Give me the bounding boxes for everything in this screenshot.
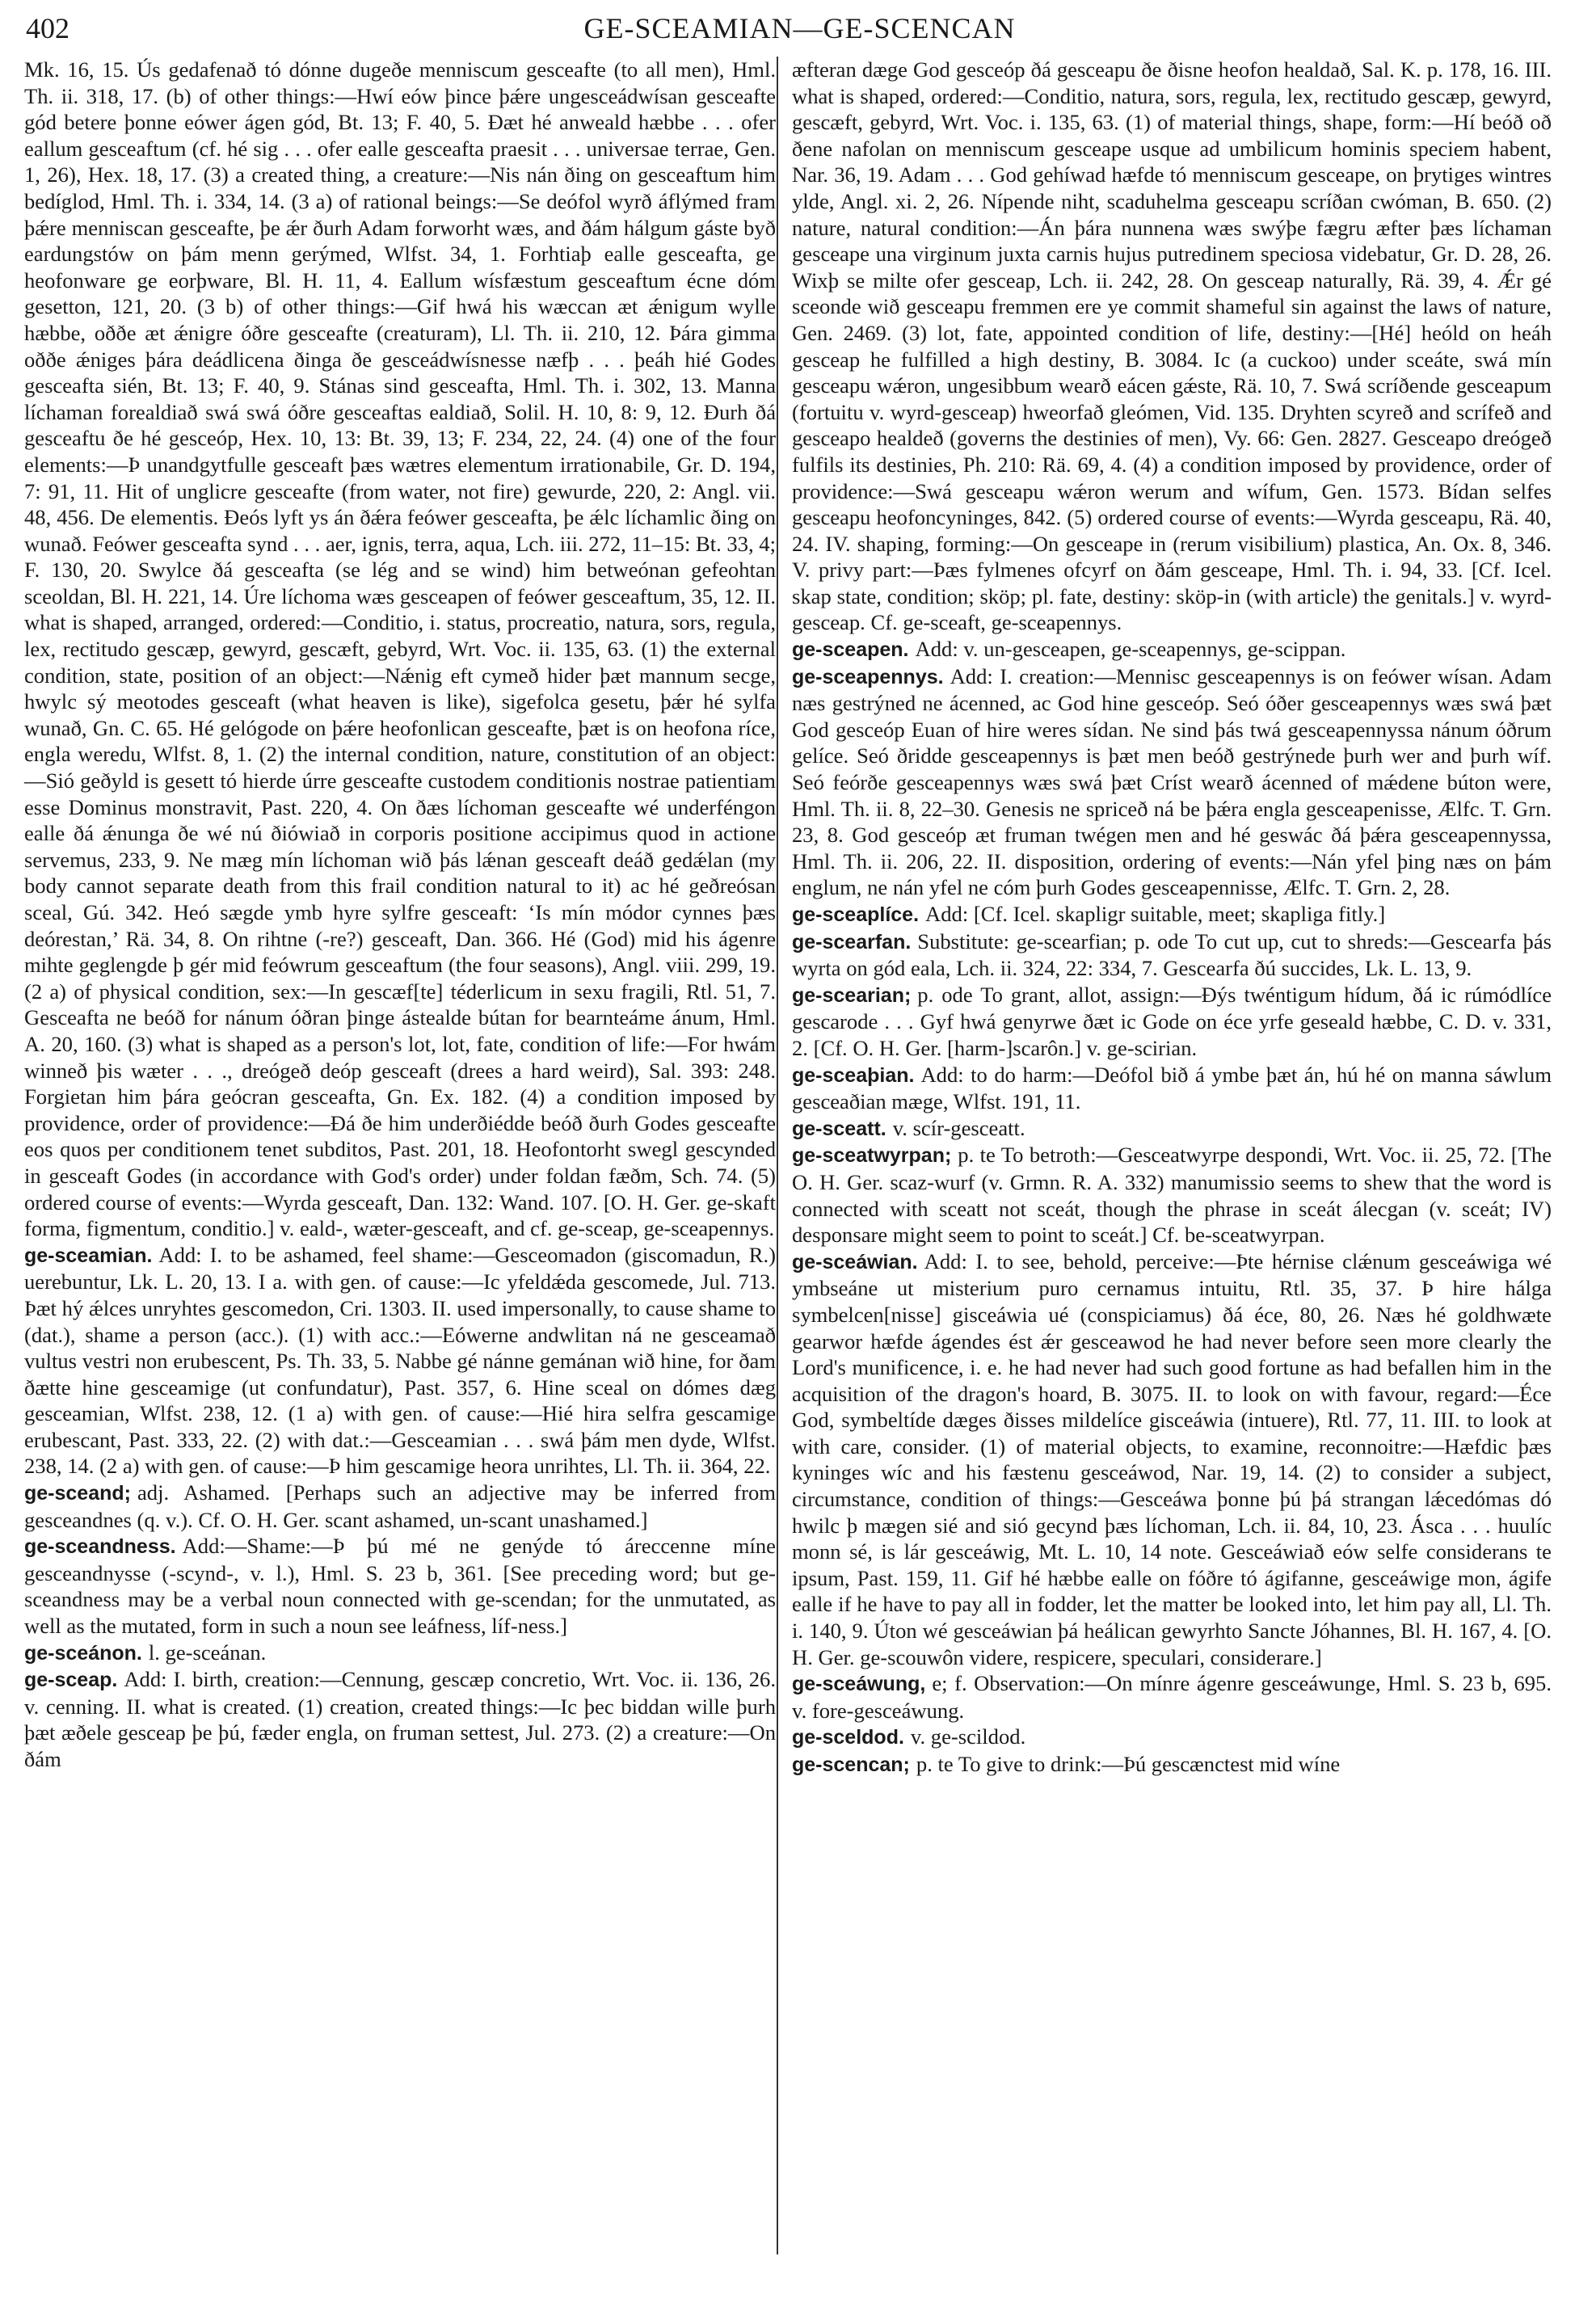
dictionary-entry: [792, 982, 1552, 1062]
column-divider: [777, 57, 778, 2254]
headword: ge-sceaþian.: [792, 1063, 915, 1087]
entry-body: Add: I. to be ashamed, feel shame:—Gesceomadon (giscomadun, R.) uerebuntur, Lk. L. 20, 13. I a. with gen. of cause:—Ic yfeldǽda gescomede, Jul. 713. Þæt hý ǽlces unryhtes gescomedon, Cri. 1303. II. used impersonally, to cause shame to (dat.), shame a person (acc.). (1) with acc.:—Eówerne andwlitan ná ne gesceamað vultus vestri non erubescent, Ps. Th. 33, 5. Nabbe gé nánne gemánan wið hine, for ðam ðætte hine gesceamige (ut confundatur), Past. 357, 6. Hine sceal on dómes dæg gesceamian, Wlfst. 238, 12. (1 a) with gen. of cause:—Hié hira selfra gescamige erubescant, Past. 333, 22. (2) with dat.:—Gesceamian . . . swá þám men dyde, Wlfst. 238, 14. (2 a) with gen. of cause:—Þ him gescamige heora unrihtes, Ll. Th. ii. 364, 22.: [24, 1242, 776, 1479]
headword: ge-sceapen.: [792, 638, 909, 662]
entry-body: p. te To betroth:—Gesceatwyrpe despondi, Wrt. Voc. ii. 25, 72. [The O. H. Ger. scaz-wurf (v. Grmn. R. A. 332) manumissio seems to shew that the word is connected with sceatt not sceát, though the phrase in sceát álecgan (v. sceát; IV) desponsare might seem to point to sceát.] Cf. be-sceatwyrpan.: [792, 1143, 1552, 1248]
page-header: [26, 11, 1573, 48]
headword: ge-sceatwyrpan;: [792, 1144, 952, 1168]
dictionary-entry: [792, 1115, 1552, 1143]
entry-body: Add: I. creation:—Mennisc gesceapennys is on feówer wísan. Adam næs gestrýned ne ácenned, ac God hine gesceóp. Seó óðer gesceapennys wæs swá þæt God gesceóp Euan of hire weres sídan. Ne sind þás twá gesceapennyssa nánum óðrum gelíce. Seó ðridde gesceapennys is þæt men beóð gestrýnede þurh wer and þurh wíf. Seó feórðe gesceapennys wæs swá þæt Críst wearð ácenned of mǽdene búton were, Hml. Th. ii. 8, 22–30. Genesis ne spriceð ná be þǽra engla gesceapenisse, Ælfc. T. Grn. 23, 8. God gesceóp æt fruman twégen men and hé geswác ðá þǽra gesceapennyssa, Hml. Th. ii. 206, 22. II. disposition, ordering of events:—Nán yfel þing næs on þám englum, ne nán yfel ne cóm þurh Godes gesceapennisse, Ælfc. T. Grn. 2, 28.: [792, 663, 1552, 900]
dictionary-entry: [24, 1640, 776, 1667]
entry-body: Add: I. birth, creation:—Cennung, gescæp concretio, Wrt. Voc. ii. 136, 26. v. cenning. II. what is created. (1) creation, created things:—Ic þec biddan wille þurh þæt æðele gesceap þe þú, fæder engla, on fruman settest, Jul. 273. (2) a creature:—On ðám: [24, 1667, 776, 1771]
headword: ge-scearfan.: [792, 930, 912, 953]
dictionary-entry: [792, 1751, 1552, 1779]
dictionary-entry: [24, 1480, 776, 1533]
entry-body: l. ge-sceánan.: [148, 1640, 267, 1665]
headword: ge-sceldod.: [792, 1726, 904, 1749]
entry-body: Add: v. un-gesceapen, ge-sceapennys, ge-scippan.: [915, 637, 1346, 662]
page-number: 402: [26, 12, 69, 44]
headword: ge-sceap.: [24, 1669, 118, 1692]
headword: ge-sceaplíce.: [792, 903, 920, 926]
dictionary-entry: [792, 1142, 1552, 1248]
entry-body: v. scír-gesceatt.: [892, 1115, 1025, 1140]
entry-body: p. ode To grant, allot, assign:—Ðýs twéntigum hídum, ðá ic rúmódlíce gescarode . . . Gyf hwá genyrwe ðæt ic Gode on éce yrfe geseald hæbbe, C. D. v. 331, 2. [Cf. O. H. Ger. [harm-]scarôn.] v. ge-scirian.: [792, 982, 1552, 1060]
right-column: [792, 57, 1552, 1779]
left-entries: [24, 1242, 776, 1773]
right-entries: [792, 636, 1552, 1779]
entry-body: Substitute: ge-scearfian; p. ode To cut up, cut to shreds:—Gescearfa þás wyrta on gód eala, Lch. ii. 324, 22: 334, 7. Gescearfa ðú succides, Lk. L. 13, 9.: [792, 928, 1552, 981]
entry-body: e; f. Observation:—On mínre ágenre gesceáwunge, Hml. S. 23 b, 695. v. fore-gesceáwung.: [792, 1671, 1552, 1723]
dictionary-entry: [792, 636, 1552, 663]
dictionary-entry: [24, 1242, 776, 1480]
dictionary-entry: [792, 663, 1552, 901]
dictionary-entry: [24, 1666, 776, 1772]
headword: ge-sceatt.: [792, 1117, 886, 1140]
headword: ge-sceand;: [24, 1482, 131, 1505]
dictionary-entry: [792, 1248, 1552, 1671]
dictionary-entry: [792, 928, 1552, 982]
dictionary-entry: [792, 1724, 1552, 1751]
entry-body: Add: to do harm:—Deófol bið á ymbe þæt án, hú hé on manna sáwlum gesceaðian mæge, Wlfst. 191, 11.: [792, 1062, 1552, 1114]
dictionary-entry: [792, 901, 1552, 928]
headword: ge-scearian;: [792, 983, 912, 1007]
entry-body: v. ge-scildod.: [910, 1724, 1026, 1749]
headword: ge-sceánon.: [24, 1641, 142, 1665]
left-column: [24, 57, 776, 1773]
headword: ge-sceamian.: [24, 1244, 153, 1267]
running-title: GE-SCEAMIAN—GE-SCENCAN: [583, 12, 1016, 44]
continued-entry-text: æfteran dæge God gesceóp ðá gesceapu ðe ðisne heofon healdað, Sal. K. p. 178, 16. III. what is shaped, ordered:—Conditio, natura, sors, regula, lex, rectitudo gescæp, gewyrd, gescæft, gebyrd, Wrt. Voc. i. 135, 63. (1) of material things, shape, form:—Hí beóð oð ðene nafolan on menniscum gesceape usque ad umbilicum hominis speciem habent, Nar. 36, 19. Adam . . . God gehíwad hæfde tó menniscum gesceape, on þrytiges wintres ylde, Angl. xi. 2, 26. Nípende niht, scaduhelma gesceapu scríðan cwóman, B. 650. (2) nature, natural condition:—Án þára nunnena wæs swýþe fægru æfter þæs líchaman gesceape una virginum juxta carnis hujus putredinem speciosa videbatur, Gr. D. 28, 26. Wixþ se milte ofer gesceap, Lch. ii. 242, 28. On gesceap naturally, Rä. 39, 4. Ǽr gé sceonde wið gesceapu fremmen ere ye commit shameful sin against the laws of nature, Gen. 2469. (3) lot, fate, appointed condition of life, destiny:—[Hé] heóld on heáh gesceap he fulfilled a high destiny, B. 3084. Ic (a cuckoo) under sceáte, swá mín gesceapu wǽron, ungesibbum wearð eácen gǽste, Rä. 10, 7. Swá scríðende gesceapum (fortuitu v. wyrd-gesceap) hweorfað gleómen, Vid. 135. Dryhten scyreð and scrífeð and gesceapo healdeð (governs the destinies of men), Vy. 66: Gen. 2827. Gesceapo dreógeð fulfils its destinies, Ph. 210: Rä. 69, 4. (4) a condition imposed by providence, order of providence:—Swá gesceapu wǽron werum and wífum, Gen. 1573. Bídan selfes gesceapu heofoncyninges, 842. (5) ordered course of events:—Wyrda gesceapu, Rä. 40, 24. IV. shaping, forming:—On gesceape in (rerum visibilium) plastica, An. Ox. 8, 346. V. privy part:—Þæs fylmenes ofcyrf on ðám gesceape, Hml. Th. i. 94, 33. [Cf. Icel. skap state, condition; sköp; pl. fate, destiny: sköp-in (with article) the genitals.] v. wyrd-gesceap. Cf. ge-sceaft, ge-sceapennys.: [792, 57, 1552, 635]
dictionary-entry: [792, 1062, 1552, 1115]
dictionary-entry: [24, 1533, 776, 1639]
entry-body: Add: I. to see, behold, perceive:—Þte hérnise clǽnum gesceáwiga wé ymbseáne ut misterium puro cernamus intuitu, Rtl. 35, 37. Þ hire hálga symbelcen[nisse] gisceáwia ué (conspiciamus) ðá éce, 80, 26. Næs hé goldhwæte gearwor hæfde ágendes ést ǽr gesceawod he had never before seen more clearly the Lord's munificence, i. e. he had never had such good fortune as had befallen him in the acquisition of the dragon's hoard, B. 3075. II. to look on with favour, regard:—Éce God, symbeltíde dæges ðisses mildelíce gisceáwia (intuere), Rtl. 77, 11. III. to look at with care, consider. (1) of material objects, to examine, reconnoitre:—Hæfdic þæs kyninges wíc and his fæstenu gesceáwod, Nar. 19, 14. (2) to consider a subject, circumstance, condition of things:—Gesceáwa þonne þú þá strangan lǽcedómas dó hwilc þ mægen sié and sió gecynd þæs líchoman, Lch. ii. 84, 10, 23. Ásca . . . huulíc monn sé, is lár gesceáwig, Mt. L. 10, 14 note. Gesceáwiað eów selfe considerans te ipsum, Past. 159, 11. Gif hé hæbbe ealle on fóðre tó ágifanne, gesceáwige mon, ágife ealle if he have to pay all in fodder, let the matter be looked into, let him pay all, Ll. Th. i. 140, 9. Úton wé gesceáwian þá heálican gewyrhto Sancte Jóhannes, Bl. H. 167, 4. [O. H. Ger. ge-scouwôn videre, respicere, speculari, considerare.]: [792, 1248, 1552, 1669]
entry-body: p. te To give to drink:—Þú gescænctest mid wíne: [916, 1752, 1341, 1776]
dictionary-entry: [792, 1670, 1552, 1724]
headword: ge-sceapennys.: [792, 665, 944, 688]
headword: ge-sceandness.: [24, 1535, 176, 1559]
entry-body: Add:—Shame:—Þ þú mé ne genýde tó áreccenne míne gesceandnysse (-scynd-, v. l.), Hml. S. 23 b, 361. [See preceding word; but ge-sceandness may be a verbal noun connected with ge-scendan; for the unmutated, as well as the mutated, form in such a noun see leáfness, líf-ness.]: [24, 1534, 776, 1639]
entry-body: adj. Ashamed. [Perhaps such an adjective may be inferred from gesceandnes (q. v.). Cf. O. H. Ger. scant ashamed, un-scant unashamed.]: [24, 1480, 776, 1532]
entry-body: Add: [Cf. Icel. skapligr suitable, meet; skapliga fitly.]: [925, 902, 1386, 926]
headword: ge-scencan;: [792, 1753, 910, 1776]
continued-entry-text: Mk. 16, 15. Ús gedafenað tó dónne dugeðe menniscum gesceafte (to all men), Hml. Th. ii. 318, 17. (b) of other things:—Hwí eów þince þǽre ungesceádwísan gesceafte gód betere þonne eówer ágen gód, Bt. 13; F. 40, 5. Ðæt hé anweald hæbbe . . . ofer eallum gesceaftum (cf. hé sig . . . ofer ealle gesceafta praesit . . . universae terrae, Gen. 1, 26), Hex. 18, 17. (3) a created thing, a creature:—Nis nán ðing on gesceaftum him bedíglod, Hml. Th. i. 334, 14. (3 a) of rational beings:—Se deófol wyrð áflýmed fram þǽre menniscan gesceafte, þe ǽr ðurh Adam forworht wæs, and ðám hálgum gáste byð eardungstów on þám menn gerýmed, Wlfst. 34, 1. Forhtiaþ ealle gesceafta, ge heofonware ge eorþware, Bl. H. 11, 4. Eallum wísfæstum gesceaftum écne dóm gesetton, 121, 20. (3 b) of other things:—Gif hwá his wæccan æt ǽnigum wylle hæbbe, oððe æt ǽnigre óðre gesceafte (creaturam), Ll. Th. ii. 210, 12. Þára gimma oððe ǽniges þára deádlicena ðinga ðe gesceádwísnesse næfþ . . . þeáh hié Godes gesceafta sién, Bt. 13; F. 40, 9. Stánas sind gesceafta, Hml. Th. i. 302, 13. Manna líchaman forealdiað swá swá óðre gesceaftas ealdiað, Solil. H. 10, 8: 9, 12. Ðurh ðá gesceaftu ðe hé gesceóp, Hex. 10, 13: Bt. 39, 13; F. 234, 22, 24. (4) one of the four elements:—Þ unandgytfulle gesceaft þæs wætres elementum irrationabile, Gr. D. 194, 7: 91, 11. Hit of unglicre gesceafte (from water, not fire) gewurde, 220, 2: Angl. vii. 48, 456. De elementis. Ðeós lyft ys án ðǽra feówer gesceafta, þe ǽlc líchamlic ðing on wunað. Feówer gesceafta synd . . . aer, ignis, terra, aqua, Lch. iii. 272, 11–15: Bt. 33, 4; F. 130, 20. Swylce ðá gesceafta (se lég and se wind) him betweónan gefeohtan sceoldan, Bl. H. 221, 14. Úre líchoma wæs gesceapen of feówer gesceaftum, 35, 12. II. what is shaped, arranged, ordered:—Conditio, i. status, procreatio, natura, sors, regula, lex, rectitudo gescæp, gewyrd, gescæft, gebyrd, Wrt. Voc. ii. 135, 63. (1) the external condition, state, position of an object:—Nǽnig eft cymeð hider þæt mannum secge, hwylc sý meotodes gesceaft (what heaven is like), sigefolca gesetu, þǽr hé sylfa wunað, Gn. C. 65. Hé gelógode on þǽre heofonlican gesceafte, þæt is on heofona ríce, engla weredu, Wlfst. 8, 1. (2) the internal condition, nature, constitution of an object:—Sió geðyld is gesett tó hierde úrre gesceafte custodem conditionis nostrae patientiam esse Dominus monstravit, Past. 220, 4. On ðæs líchoman gesceafte wé underféngon ealle ðá ǽnunga ðe wé nú ðiówiað in corporis positione accipimus quod in actione servemus, 233, 9. Ne mæg mín líchoman wið þás lǽnan gesceaft deáð gedǽlan (my body cannot separate death from this frail condition natural to it) ac hé geðreósan sceal, Gú. 342. Heó sægde ymb hyre sylfre gesceaft: ‘Is mín módor cynnes þæs deórestan,’ Rä. 34, 8. On rihtne (-re?) gesceaft, Dan. 366. Hé (God) mid his ágenre mihte geglengde þ gér mid feówrum gesceaftum (the four seasons), Angl. viii. 299, 19. (2 a) of physical condition, sex:—In gescæf[te] téderlicum in sexu fragili, Rtl. 51, 7. Gesceafta ne beóð for nánum óðran þinge ástealde bútan for bearnteáme ánum, Hml. A. 20, 160. (3) what is shaped as a person's lot, lot, fate, condition of life:—For hwám winneð þis wæter . . ., dreógeð deóp gesceaft (drees a hard weird), Sal. 393: 248. Forgietan him þára geócran gesceafta, Gn. Ex. 182. (4) a condition imposed by providence, order of providence:—Ðá ðe him underðiédde beóð ðurh Godes gesceafte eos quos per conditionem tenet subditos, Past. 201, 18. Heofontorht swegl gescynded in gesceaft Godes (in accordance with God's order) under foldan fæðm, Sch. 74. (5) ordered course of events:—Wyrda gesceaft, Dan. 132: Wand. 107. [O. H. Ger. ge-skaft forma, figmentum, conditio.] v. eald-, wæter-gesceaft, and cf. ge-sceap, ge-sceapennys.: [24, 57, 776, 1241]
headword: ge-sceáwian.: [792, 1250, 918, 1273]
headword: ge-sceáwung,: [792, 1673, 926, 1696]
